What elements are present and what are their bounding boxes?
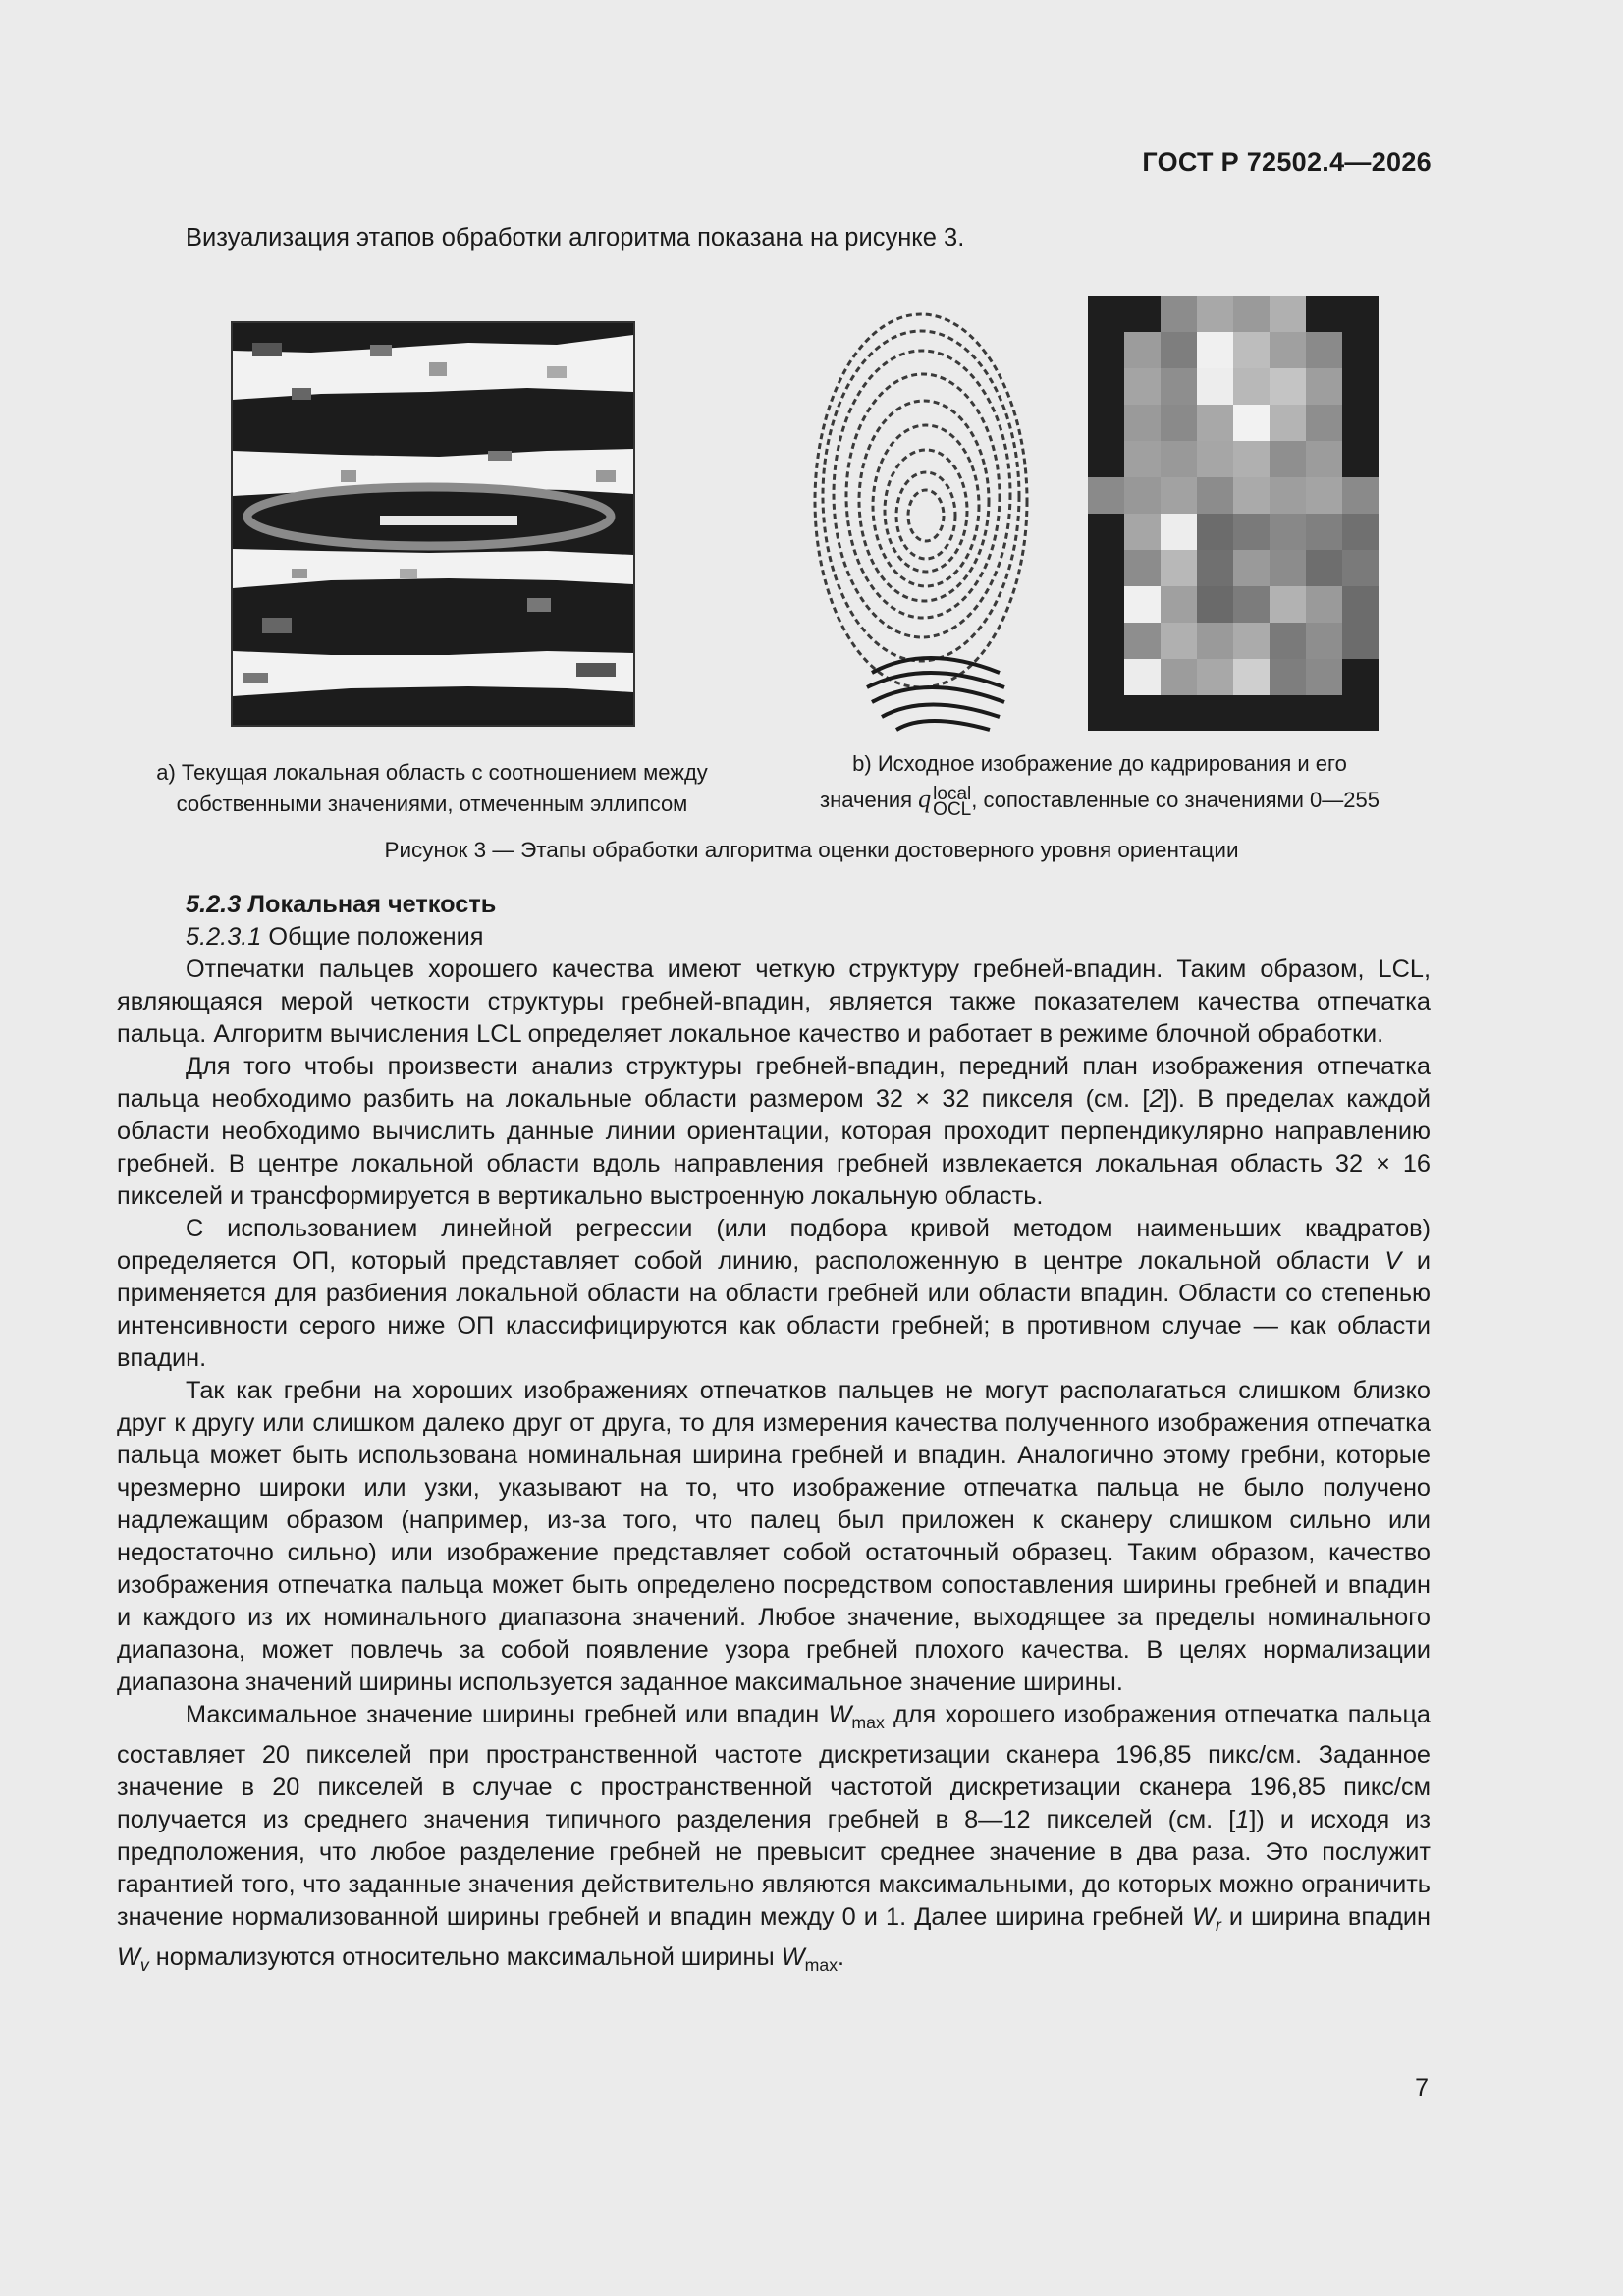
intro-text: Визуализация этапов обработки алгоритма показана на рисунке 3.	[186, 224, 965, 251]
paragraph-3	[117, 1213, 1431, 1375]
paragraph-5-text-b: для хорошего изображения отпечатка пальца составляет 20 пикселей при пространственной частоте дискретизации сканера 196,85 пикс/см. Заданное значение в 20 пикселей в случае с пространственной частотой дискретизации сканера 196,85 пикс/см получается из среднего значения типичного разделения гребней в 8—12 пикселей (см. [	[117, 1701, 1432, 1834]
subsection-heading-number: 5.2.3.1	[186, 923, 262, 951]
paragraph-2-ref: 2	[1149, 1085, 1163, 1113]
paragraph-5-symbol-wv: W	[117, 1943, 140, 1972]
paragraph-4: Так как гребни на хороших изображениях отпечатков пальцев не могут располагаться слишком близко друг к другу или слишком далеко друг от друга, то для измерения качества полученного изображения отпечатка пальца может быть использована номинальная ширина гребней и впадин. Аналогично этому гребни, которые чрезмерно широки или узки, указывают на то, что изображение отпечатка пальца не было получено надлежащим образом (например, из-за того, что палец был приложен к сканеру слишком сильно или недостаточно сильно) или изображение представляет собой остаточный образец. Таким образом, качество изображения отпечатка пальца может быть определено посредством сопоставления ширины гребней и впадин и каждого из их номинального диапазона значений. Любое значение, выходящее за пределы номинального диапазона, может повлечь за собой появление узора гребней плохого качества. В целях нормализации диапазона значений ширины используется заданное максимальное значение ширины.	[117, 1377, 1431, 1696]
caption-b-symbol: q	[918, 785, 932, 813]
paragraph-5-text-f: .	[838, 1943, 845, 1972]
paragraph-5-text-c: ]) и исходя из предположения, что любое разделение гребней не превысит среднее значение в два раза. Это послужит гарантией того, что заданные значения действительно являются максимальными, до которых можно ограничить значение нормализованной ширины гребней и впадин между 0 и 1. Далее ширина гребней	[117, 1806, 1431, 1932]
paragraph-5-text-d: и ширина впадин	[1220, 1903, 1431, 1932]
paragraph-3-text-a: С использованием линейной регрессии (или подбора кривой методом наименьших квадратов) определяется ОП, который представляет собой линию, расположенную в центре локальной области	[117, 1215, 1431, 1275]
paragraph-2-text-a: Для того чтобы произвести анализ структуры гребней-впадин, передний план изображения отпечатка пальца необходимо разбить на локальные области размером 32 × 32 пикселя (см. [	[117, 1053, 1431, 1113]
section-heading-title: Локальная четкость	[247, 891, 497, 918]
page-number: 7	[1415, 2074, 1429, 2102]
paragraph-5-symbol-w: W	[828, 1701, 852, 1728]
paragraph-5-symbol-w-sub: max	[851, 1713, 885, 1733]
figure-b-block-map	[1088, 296, 1379, 731]
paragraph-2-text-b: ]). В пределах каждой области необходимо вычислить данные линии ориентации, которая проходит перпендикулярно направлению гребней. В центре локальной области вдоль направления гребней извлекается локальная область 32 × 16 пикселей и трансформируется в вертикально выстроенную локальную область.	[117, 1085, 1432, 1210]
section-body	[117, 889, 1431, 1982]
caption-b-pre: значения	[820, 788, 913, 812]
caption-b-sub: OCL	[933, 799, 972, 820]
paragraph-5-symbol-wmax: W	[781, 1943, 805, 1972]
paragraph-1: Отпечатки пальцев хорошего качества имеют четкую структуру гребней-впадин. Таким образом, LCL, являющаяся мерой четкости структуры гребней-впадин, является также показателем качества отпечатка пальца. Алгоритм вычисления LCL определяет локальное качество и работает в режиме блочной обработки.	[117, 956, 1431, 1048]
paragraph-5-text-a: Максимальное значение ширины гребней или впадин	[186, 1701, 829, 1728]
figure-title: Рисунок 3 — Этапы обработки алгоритма оценки достоверного уровня ориентации	[384, 838, 1239, 862]
paragraph-5-ref: 1	[1235, 1806, 1250, 1834]
paragraph-5-symbol-wmax-sub: max	[804, 1955, 839, 1976]
section-heading	[117, 889, 1431, 921]
caption-b-post: , сопоставленные со значениями 0—255	[971, 788, 1380, 812]
subsection-heading-title: Общие положения	[268, 923, 484, 951]
section-heading-number: 5.2.3	[186, 891, 242, 918]
paragraph-3-text-b: и применяется для разбиения локальной области на области гребней или области впадин. Области со степенью интенсивности серого ниже ОП классифицируются как области гребней; в противном случае — как области впадин.	[117, 1247, 1431, 1372]
caption-b-indices	[933, 784, 972, 820]
caption-b-line2	[746, 782, 1453, 818]
figure-caption-b	[746, 746, 1453, 818]
paragraph-5-symbol-wv-sub: v	[139, 1955, 149, 1976]
subsection-heading	[117, 921, 1431, 954]
paragraph-5-symbol-wr-sub: r	[1215, 1915, 1221, 1936]
caption-a-line1: а) Текущая локальная область с соотношением между	[156, 760, 708, 785]
caption-b-sup: local	[933, 784, 972, 804]
paragraph-5	[117, 1699, 1431, 1982]
paragraph-5-symbol-wr: W	[1192, 1903, 1216, 1932]
paragraph-3-symbol-v: V	[1384, 1247, 1402, 1275]
paragraph-2	[117, 1051, 1431, 1213]
paragraph-5-text-e: нормализуются относительно максимальной ширины	[148, 1943, 782, 1972]
figure-a-local-region	[231, 321, 635, 727]
caption-a-line2: собственными значениями, отмеченным эллипсом	[176, 792, 688, 816]
caption-b-line1: b) Исходное изображение до кадрирования и его	[852, 751, 1347, 776]
figure-b-fingerprint	[803, 300, 1044, 732]
document-code: ГОСТ Р 72502.4—2026	[1142, 147, 1432, 177]
figure-caption-a	[128, 757, 736, 820]
